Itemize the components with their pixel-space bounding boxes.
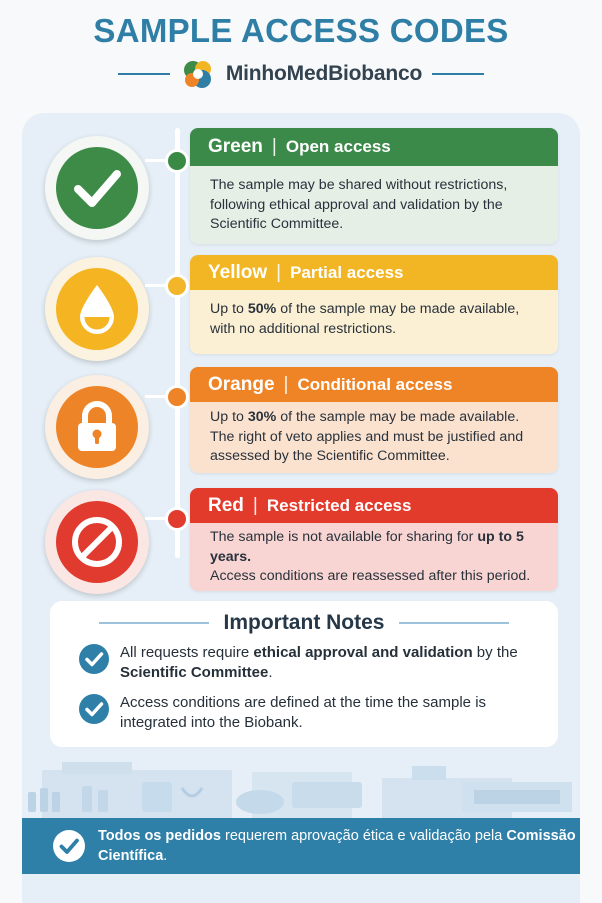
- notes-heading-row: [50, 611, 558, 635]
- notes-title: Important Notes: [223, 611, 385, 634]
- timeline-line: [175, 128, 180, 558]
- access-card: [190, 488, 558, 591]
- level-badge: [45, 136, 149, 240]
- check-circle-icon: [52, 829, 86, 863]
- level-access-type: Restricted access: [266, 495, 412, 515]
- level-badge: [45, 490, 149, 594]
- card-header: [190, 367, 558, 402]
- level-badge-inner: [56, 501, 138, 583]
- note-text: [120, 643, 538, 683]
- footer-bottom-strip: [22, 874, 580, 903]
- note-item: [78, 693, 538, 733]
- important-notes: [50, 601, 558, 747]
- level-badge: [45, 257, 149, 361]
- card-header: [190, 488, 558, 523]
- timeline-dot: [165, 385, 189, 409]
- note-text-bold: Scientific Committee: [120, 664, 269, 681]
- brand-divider-left: [118, 73, 170, 75]
- access-card: [190, 255, 558, 354]
- access-card: [190, 128, 558, 244]
- card-description: [190, 402, 558, 473]
- droplet-icon: [72, 281, 122, 337]
- level-badge-inner: [56, 147, 138, 229]
- footer-text-bold: Todos os pedidos: [98, 828, 221, 844]
- biobank-logo-icon: [180, 56, 216, 92]
- note-text-part: Access conditions are defined at the time the sample is integrated into the Biobank.: [120, 694, 487, 731]
- note-text-part: by the: [472, 644, 518, 661]
- brand-divider-right: [432, 73, 484, 75]
- card-description: [190, 166, 558, 244]
- brand-name: MinhoMedBiobanco: [225, 62, 423, 85]
- description-text: Access conditions are reassessed after this period.: [210, 568, 531, 584]
- header-separator: |: [276, 261, 282, 283]
- note-item: [78, 643, 538, 683]
- level-color-name: Orange: [208, 373, 275, 395]
- note-text-part: All requests require: [120, 644, 254, 661]
- level-badge-inner: [56, 386, 138, 468]
- level-color-name: Yellow: [208, 261, 268, 283]
- level-color-name: Green: [208, 136, 263, 157]
- footer-text-bold: Comissão Científica: [98, 828, 576, 864]
- brand-row: [0, 56, 602, 92]
- description-text: The sample may be shared without restrictions, following ethical approval and validation by the Scientific Committee.: [210, 177, 508, 232]
- page-title: SAMPLE ACCESS CODES: [93, 12, 509, 49]
- prohibited-icon: [69, 514, 125, 570]
- note-text: [120, 693, 538, 733]
- level-access-type: Partial access: [290, 262, 404, 282]
- header-separator: |: [252, 494, 258, 516]
- description-text: of the sample may be made available. The right of veto applies and must be justified and assessed by the Scientific Committee.: [210, 409, 524, 464]
- timeline-dot: [165, 149, 189, 173]
- footer-text: [98, 826, 580, 866]
- level-access-type: Conditional access: [297, 374, 453, 394]
- header-separator: |: [283, 373, 289, 395]
- checkmark-icon: [70, 161, 124, 215]
- lab-skyline-illustration: [22, 752, 580, 818]
- description-text: Up to: [210, 409, 248, 425]
- footer-text-part: requerem aprovação ética e validação pela: [220, 828, 507, 844]
- description-highlight: 50%: [247, 301, 277, 317]
- description-highlight: up to 5 years.: [210, 529, 524, 565]
- description-text: of the sample may be made available, with no additional restrictions.: [210, 301, 520, 337]
- timeline-dot: [165, 507, 189, 531]
- footer-text-part: .: [163, 848, 168, 864]
- description-text: The sample is not available for sharing for: [210, 529, 478, 545]
- level-badge: [45, 375, 149, 479]
- notes-divider-right: [399, 622, 509, 624]
- header-separator: |: [271, 136, 277, 157]
- card-header: [190, 128, 558, 166]
- level-color-name: Red: [208, 494, 244, 516]
- check-circle-icon: [78, 643, 110, 675]
- description-text: Up to: [210, 301, 248, 317]
- card-description: [190, 523, 558, 591]
- note-text-bold: ethical approval and validation: [253, 644, 473, 661]
- timeline-dot: [165, 274, 189, 298]
- level-badge-inner: [56, 268, 138, 350]
- padlock-icon: [72, 400, 122, 454]
- description-highlight: 30%: [247, 409, 277, 425]
- access-card: [190, 367, 558, 473]
- card-description: [190, 290, 558, 354]
- note-text-part: .: [268, 664, 273, 681]
- footer-banner: [22, 818, 580, 874]
- level-access-type: Open access: [285, 137, 391, 156]
- card-header: [190, 255, 558, 290]
- check-circle-icon: [78, 693, 110, 725]
- notes-divider-left: [99, 622, 209, 624]
